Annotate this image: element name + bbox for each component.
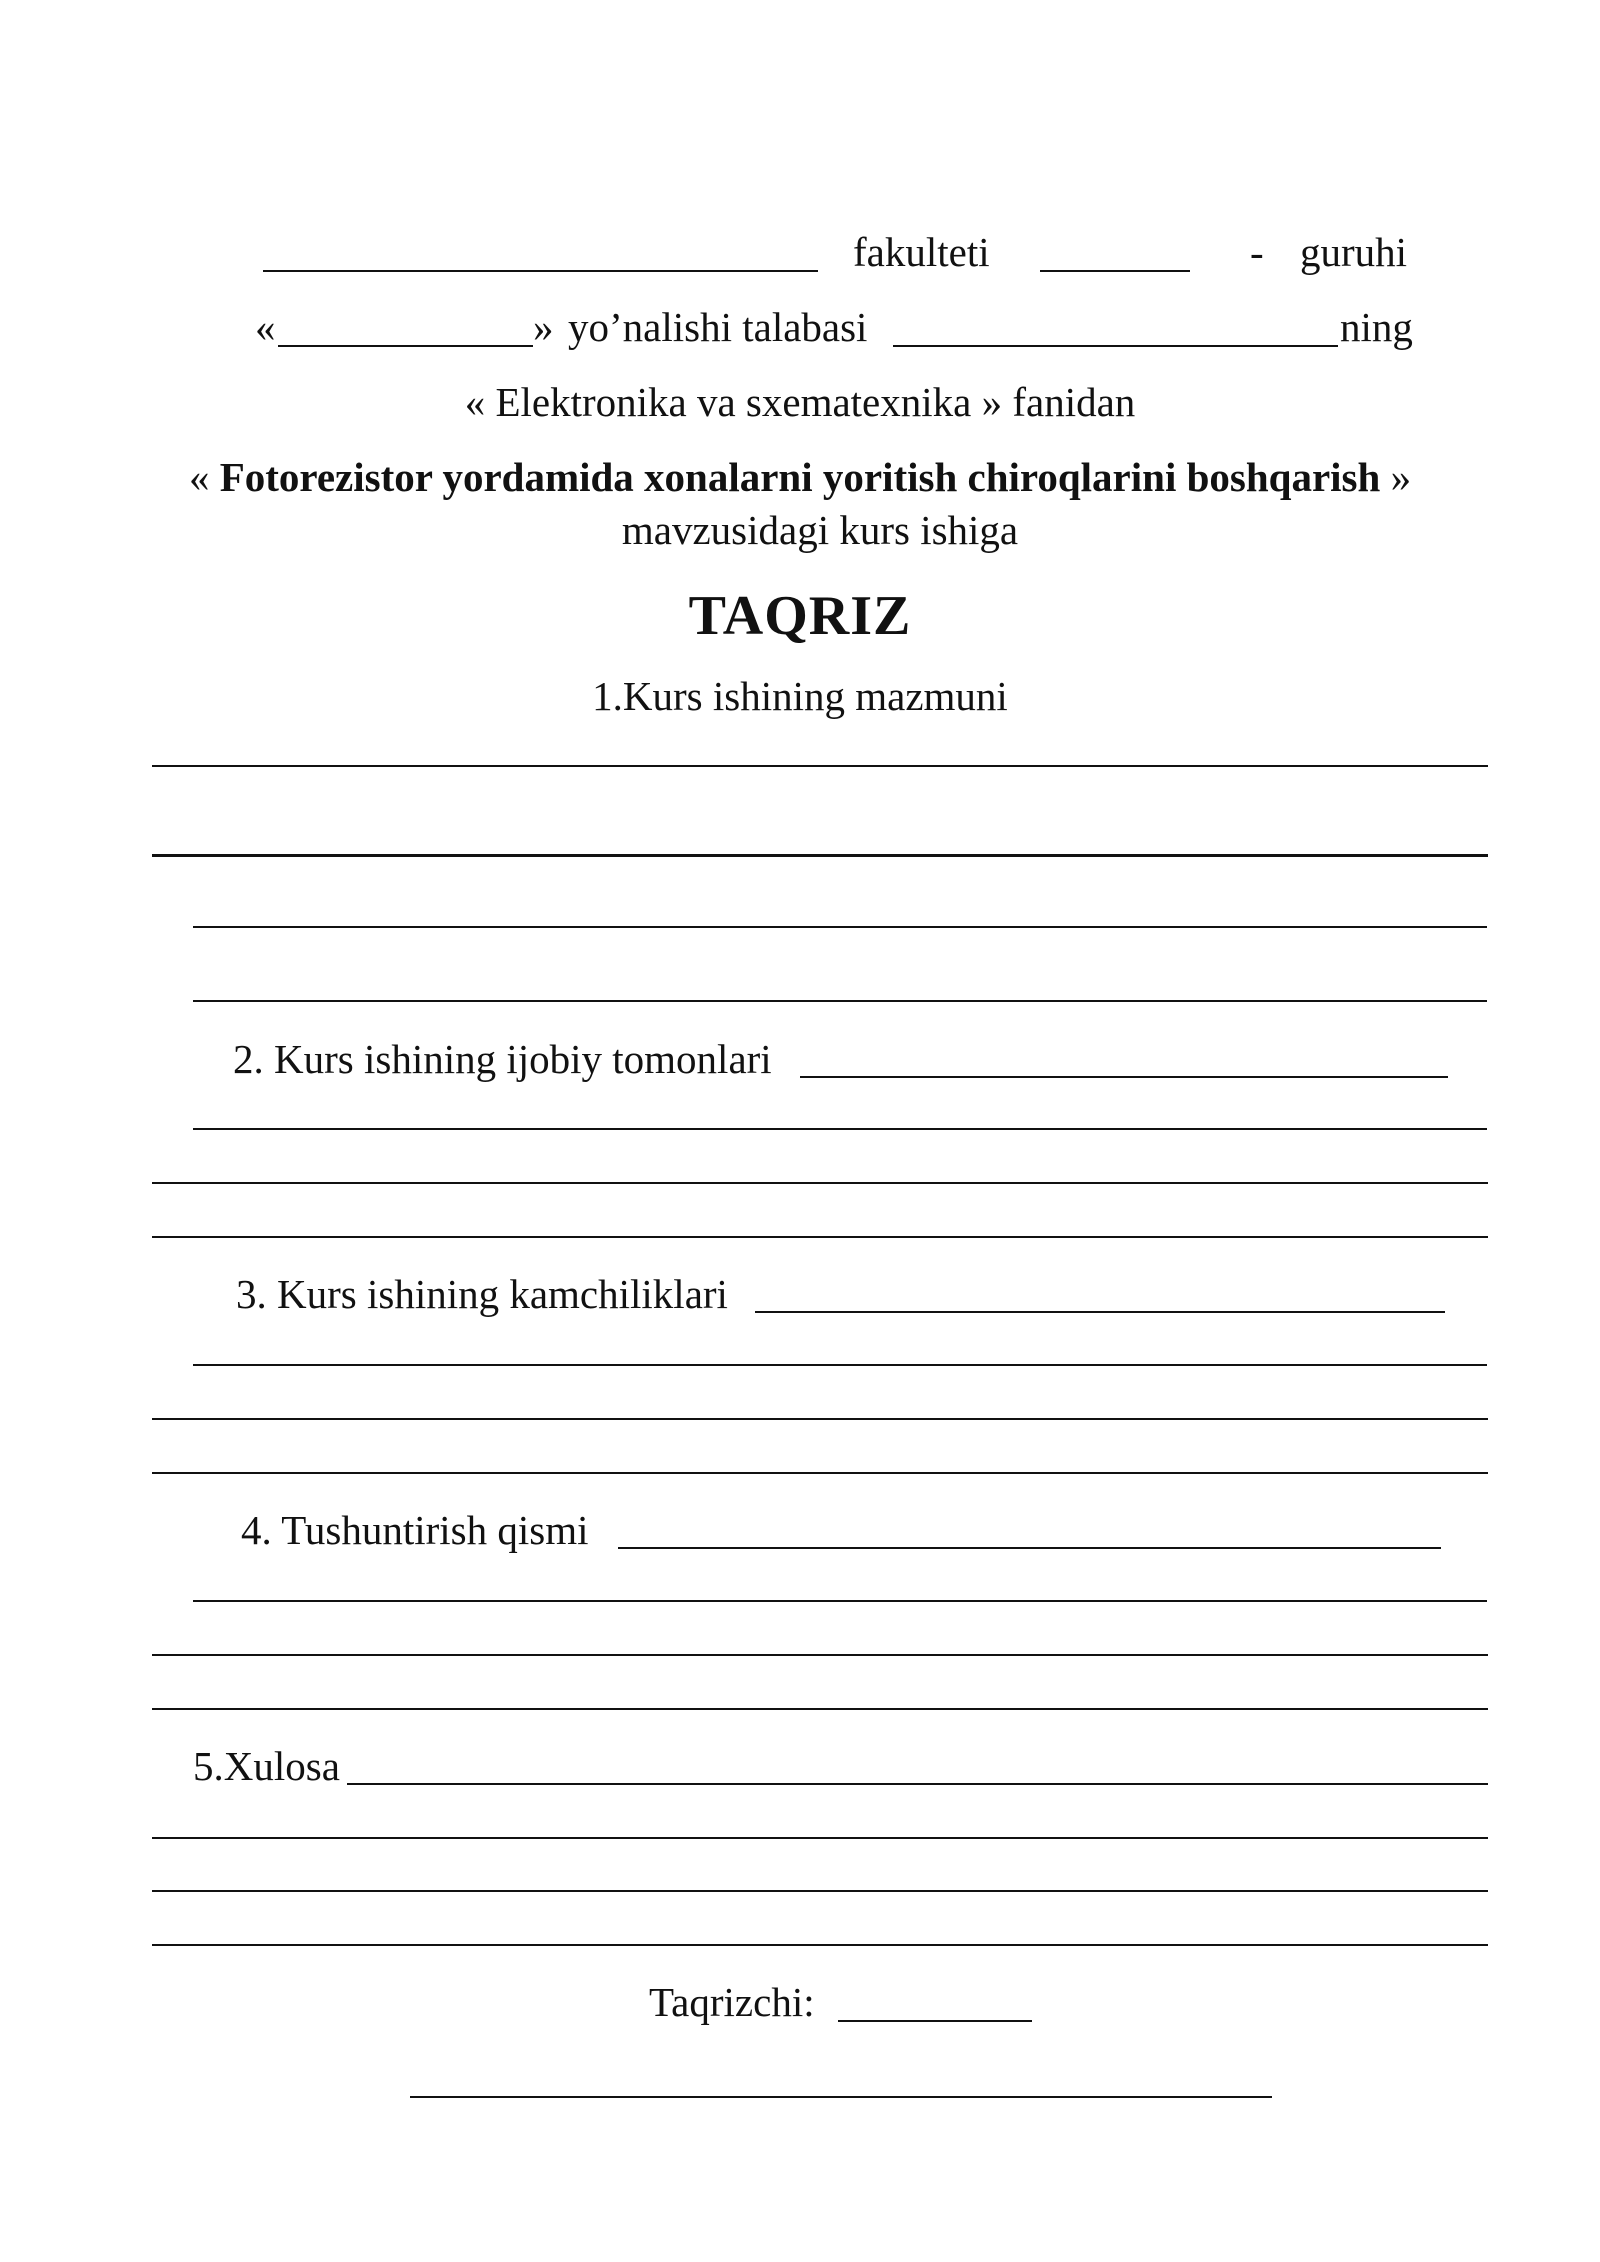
section-3-heading: 3. Kurs ishining kamchiliklari: [236, 1271, 728, 1317]
section-1-line-1[interactable]: [152, 765, 1488, 767]
group-dash: -: [1250, 229, 1264, 275]
direction-label: yo’nalishi talabasi: [568, 304, 868, 350]
reviewer-signature-blank[interactable]: [838, 2020, 1032, 2022]
section-4-line-1[interactable]: [193, 1600, 1487, 1602]
reviewer-name-blank[interactable]: [410, 2096, 1272, 2098]
topic-close-quote: »: [1390, 454, 1412, 500]
section-3-line-1[interactable]: [193, 1364, 1487, 1366]
section-5-line-3[interactable]: [152, 1944, 1488, 1946]
topic-open-quote: «: [188, 454, 210, 500]
section-1-line-2[interactable]: [152, 854, 1488, 857]
section-2-heading: 2. Kurs ishining ijobiy tomonlari: [233, 1036, 772, 1082]
section-5-inline-blank[interactable]: [347, 1783, 1488, 1785]
group-label: guruhi: [1300, 229, 1408, 275]
section-5-line-2[interactable]: [152, 1890, 1488, 1892]
section-5-line-1[interactable]: [152, 1837, 1488, 1839]
section-1-heading: 1.Kurs ishining mazmuni: [592, 673, 1008, 719]
section-4-inline-blank[interactable]: [618, 1547, 1441, 1549]
section-2-inline-blank[interactable]: [800, 1076, 1448, 1078]
topic-line: [0, 454, 1600, 500]
student-suffix: ning: [1340, 304, 1413, 350]
direction-blank[interactable]: [278, 345, 533, 347]
faculty-label: fakulteti: [853, 229, 990, 275]
section-2-line-2[interactable]: [152, 1182, 1488, 1184]
section-3-inline-blank[interactable]: [755, 1311, 1445, 1313]
document-title: TAQRIZ: [688, 585, 912, 647]
reviewer-label: Taqrizchi:: [649, 1979, 815, 2025]
section-4-line-2[interactable]: [152, 1654, 1488, 1656]
section-4-heading: 4. Tushuntirish qismi: [241, 1507, 589, 1553]
section-2-line-1[interactable]: [193, 1128, 1487, 1130]
section-1-line-4[interactable]: [193, 1000, 1487, 1002]
section-3-line-3[interactable]: [152, 1472, 1488, 1474]
section-2-line-3[interactable]: [152, 1236, 1488, 1238]
section-1-line-3[interactable]: [193, 926, 1487, 928]
subject-line: « Elektronika va sxematexnika » fanidan: [464, 379, 1136, 425]
student-name-blank[interactable]: [893, 345, 1338, 347]
faculty-blank[interactable]: [263, 270, 818, 272]
topic-suffix: mavzusidagi kurs ishiga: [621, 507, 1019, 553]
topic-title: Fotorezistor yordamida xonalarni yoritish chiroqlarini boshqarish: [219, 454, 1381, 500]
section-3-line-2[interactable]: [152, 1418, 1488, 1420]
direction-close-quote: »: [533, 304, 554, 350]
section-5-heading: 5.Xulosa: [193, 1743, 340, 1789]
section-4-line-3[interactable]: [152, 1708, 1488, 1710]
group-number-blank[interactable]: [1040, 270, 1190, 272]
direction-open-quote: «: [255, 304, 276, 350]
